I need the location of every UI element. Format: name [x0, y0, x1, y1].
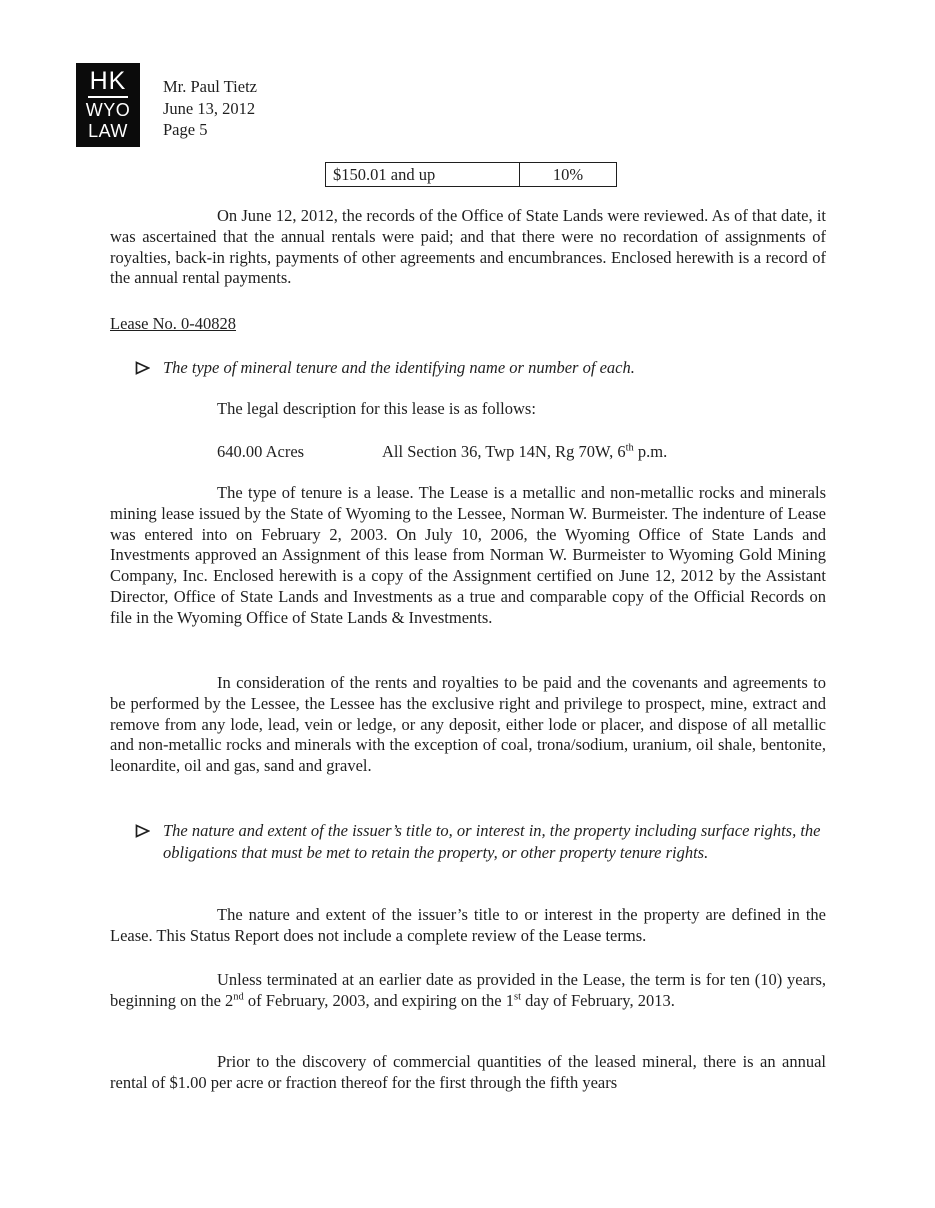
bullet-text: The type of mineral tenure and the identifying name or number of each.	[163, 358, 635, 377]
paragraph-annual-rental: Prior to the discovery of commercial quantities of the leased mineral, there is an annual rental of $1.00 per acre or fraction thereof for the first through the fifth years	[110, 1052, 826, 1092]
term-text-end: day of February, 2013.	[521, 990, 675, 1010]
bullet-arrow-icon	[135, 361, 150, 375]
bullet-arrow-icon	[135, 824, 150, 838]
ordinal-superscript: th	[625, 442, 634, 454]
acreage-value: 640.00 Acres	[217, 442, 305, 461]
acreage-legal-description	[217, 441, 667, 462]
header-page-number: Page 5	[163, 120, 208, 139]
royalty-rate-table	[325, 162, 617, 187]
ordinal-superscript: st	[514, 991, 522, 1003]
table-row	[326, 163, 617, 187]
paragraph-type-of-tenure: The type of tenure is a lease. The Lease is a metallic and non-metallic rocks and minerals mining lease issued by the State of Wyoming to the Lessee, Norman W. Burmeister. The indenture of Lease was entered into on February 2, 2003. On July 10, 2006, the Wyoming Office of State Lands and Investments approved an Assignment of this lease from Norman W. Burmeister to Wyoming Gold Mining Company, Inc. Enclosed herewith is a copy of the Assignment certified on June 12, 2012 by the Assistant Director, Office of State Lands and Investments as a true and comparable copy of the Official Records on file in the Wyoming Office of State Lands & Investments.	[110, 483, 826, 627]
logo-line-wyo: WYO	[85, 100, 131, 121]
paragraph-nature-extent-title: The nature and extent of the issuer’s title to or interest in the property are defined in the Lease. This Status Report does not include a complete review of the Lease terms.	[110, 905, 826, 945]
term-text-start: Unless terminated at an earlier date as provided in the Lease, the term is for ten (10) years, beginning on the 2	[110, 970, 826, 1010]
logo-line-hk: HK	[88, 69, 129, 98]
hk-wyo-law-logo	[76, 63, 140, 147]
table-cell-amount: $150.01 and up	[326, 163, 520, 187]
logo-line-law: LAW	[88, 120, 128, 141]
paragraph-records-review: On June 12, 2012, the records of the Office of State Lands were reviewed. As of that date, it was ascertained that the annual rentals were paid; and that there were no recordation of assignments of royalties, back-in rights, payments of other agreements and encumbrances. Enclosed herewith is a record of the annual rental payments.	[110, 206, 826, 288]
letter-header	[163, 76, 257, 141]
paragraph-consideration: In consideration of the rents and royalties to be paid and the covenants and agreements to be performed by the Lessee, the Lessee has the exclusive right and privilege to prospect, mine, extract and remove from any lode, lead, vein or ledge, or any deposit, either lode or placer, and dispose of all metallic and non-metallic rocks and minerals with the exception of coal, trona/sodium, uranium, oil shale, bentonite, leonardite, oil and gas, sand and gravel.	[110, 673, 826, 776]
ordinal-superscript: nd	[233, 991, 244, 1003]
section-description: All Section 36, Twp 14N, Rg 70W, 6	[382, 442, 626, 461]
bullet-item-mineral-tenure	[135, 357, 826, 379]
header-recipient: Mr. Paul Tietz	[163, 77, 257, 96]
bullet-text: The nature and extent of the issuer’s title to, or interest in, the property including surface rights, the obligations that must be met to retain the property, or other property tenure rights.	[163, 821, 821, 862]
table-cell-rate: 10%	[520, 163, 617, 187]
header-date: June 13, 2012	[163, 98, 256, 118]
paragraph-lease-term	[110, 970, 826, 1012]
paragraph-legal-description-intro: The legal description for this lease is as follows:	[217, 399, 536, 418]
term-text-middle: of February, 2003, and expiring on the 1	[243, 990, 514, 1010]
bullet-item-issuer-title	[135, 820, 826, 863]
section-description-end: p.m.	[633, 442, 668, 461]
lease-number-heading: Lease No. 0-40828	[110, 314, 237, 333]
